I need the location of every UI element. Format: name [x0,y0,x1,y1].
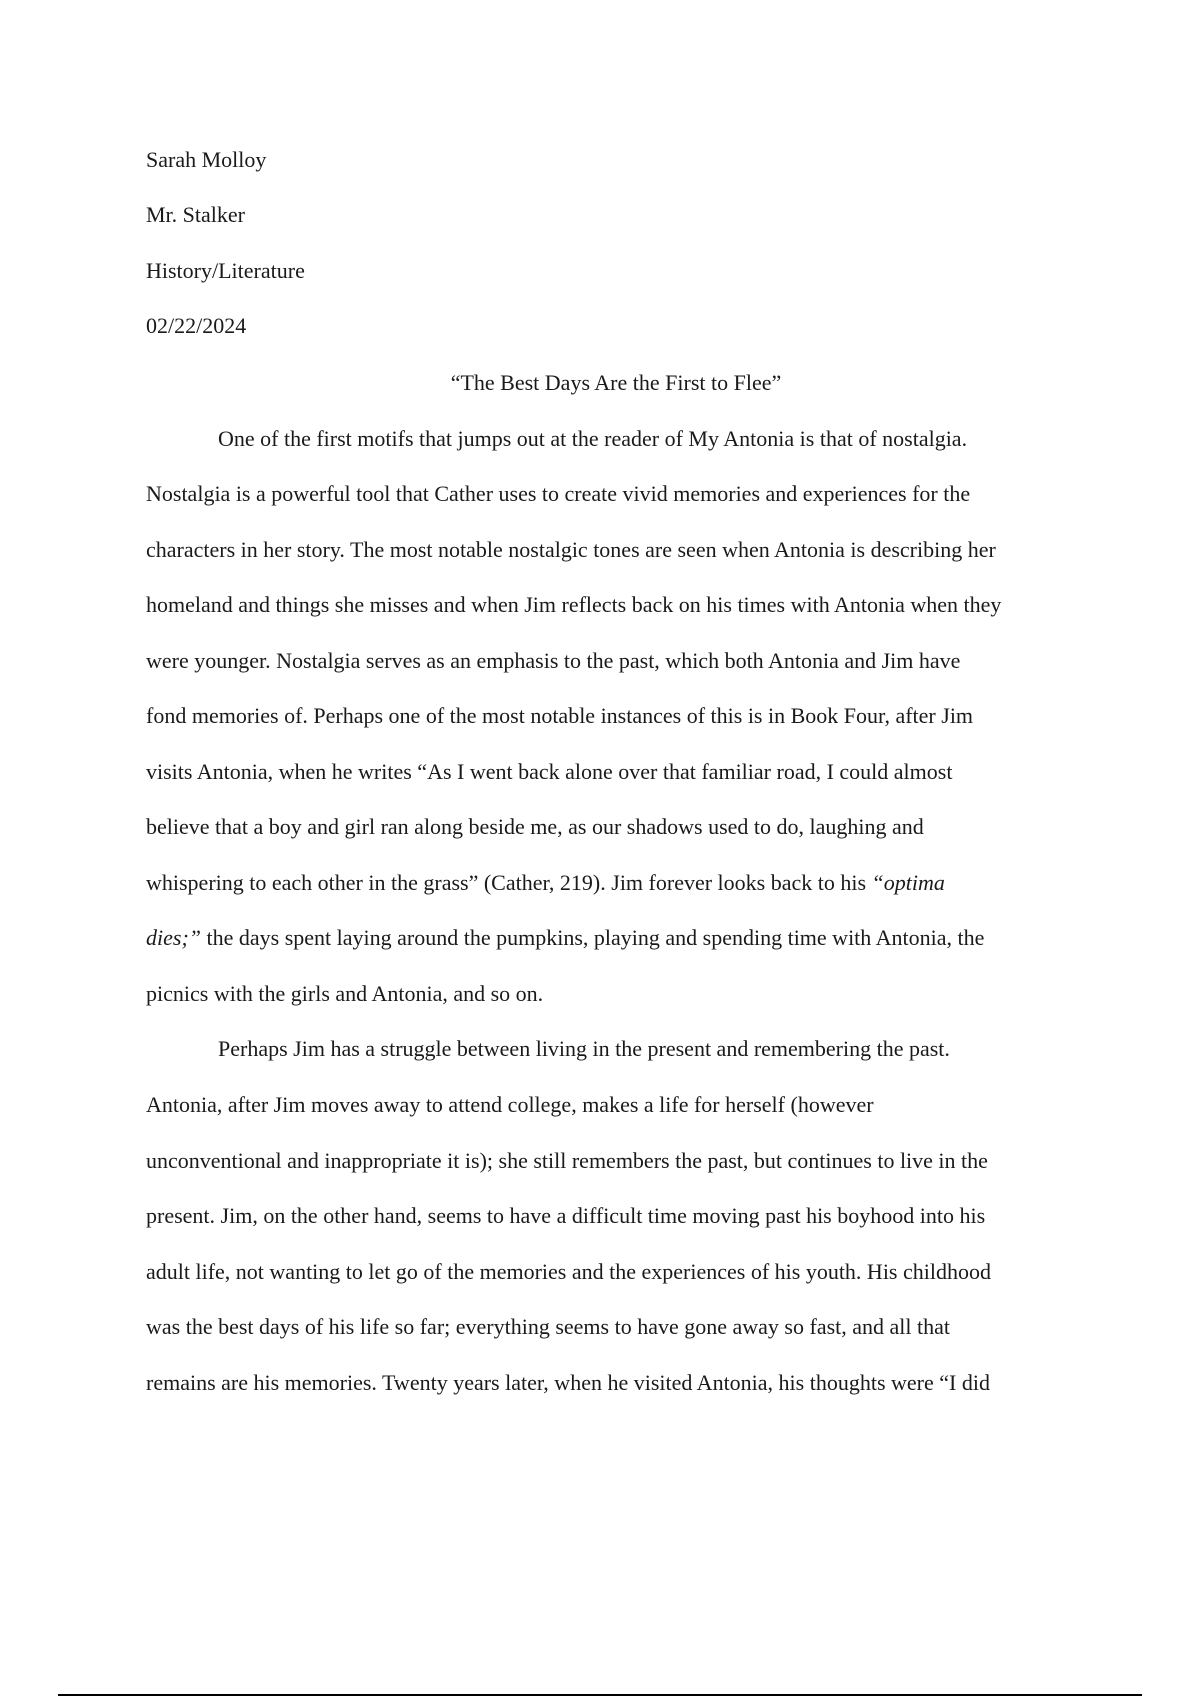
paragraph-line [146,869,945,897]
author-name: Sarah Molloy [146,147,267,172]
paragraph-line: Nostalgia is a powerful tool that Cather uses to create vivid memories and experiences for the [146,481,971,506]
line-text: the days spent laying around the pumpkins, playing and spending time with Antonia, the [201,925,985,950]
paragraph-line: fond memories of. Perhaps one of the most notable instances of this is in Book Four, after Jim [146,703,974,728]
paragraph-line: remains are his memories. Twenty years later, when he visited Antonia, his thoughts were “I did [146,1370,990,1395]
line-text: whispering to each other in the grass” (Cather, 219). Jim forever looks back to his [146,870,872,895]
essay-title: “The Best Days Are the First to Flee” [450,370,782,395]
paragraph-line: Perhaps Jim has a struggle between living in the present and remembering the past. [218,1036,950,1061]
page-bottom-rule [58,1694,1142,1696]
teacher-name: Mr. Stalker [146,202,245,227]
latin-phrase: “optima [871,870,945,895]
paragraph-line: was the best days of his life so far; everything seems to have gone away so fast, and all that [146,1314,950,1339]
paragraph-line [146,924,984,952]
paragraph-line: homeland and things she misses and when Jim reflects back on his times with Antonia when they [146,592,1002,617]
paragraph-line: One of the first motifs that jumps out at the reader of My Antonia is that of nostalgia. [218,426,968,451]
course-name: History/Literature [146,258,305,283]
paragraph-line: believe that a boy and girl ran along beside me, as our shadows used to do, laughing and [146,814,924,839]
paragraph-line: visits Antonia, when he writes “As I went back alone over that familiar road, I could almost [146,759,953,784]
paragraph-line: characters in her story. The most notable nostalgic tones are seen when Antonia is describing her [146,537,996,562]
paragraph-line: were younger. Nostalgia serves as an emphasis to the past, which both Antonia and Jim have [146,648,961,673]
paragraph-line: present. Jim, on the other hand, seems to have a difficult time moving past his boyhood into his [146,1203,986,1228]
paragraph-line: unconventional and inappropriate it is); she still remembers the past, but continues to live in the [146,1148,988,1173]
paragraph-line: adult life, not wanting to let go of the memories and the experiences of his youth. His childhood [146,1259,991,1284]
paragraph-line: Antonia, after Jim moves away to attend college, makes a life for herself (however [146,1092,874,1117]
paragraph-line: picnics with the girls and Antonia, and so on. [146,981,544,1006]
latin-phrase: dies;” [146,925,201,950]
document-date: 02/22/2024 [146,313,247,338]
